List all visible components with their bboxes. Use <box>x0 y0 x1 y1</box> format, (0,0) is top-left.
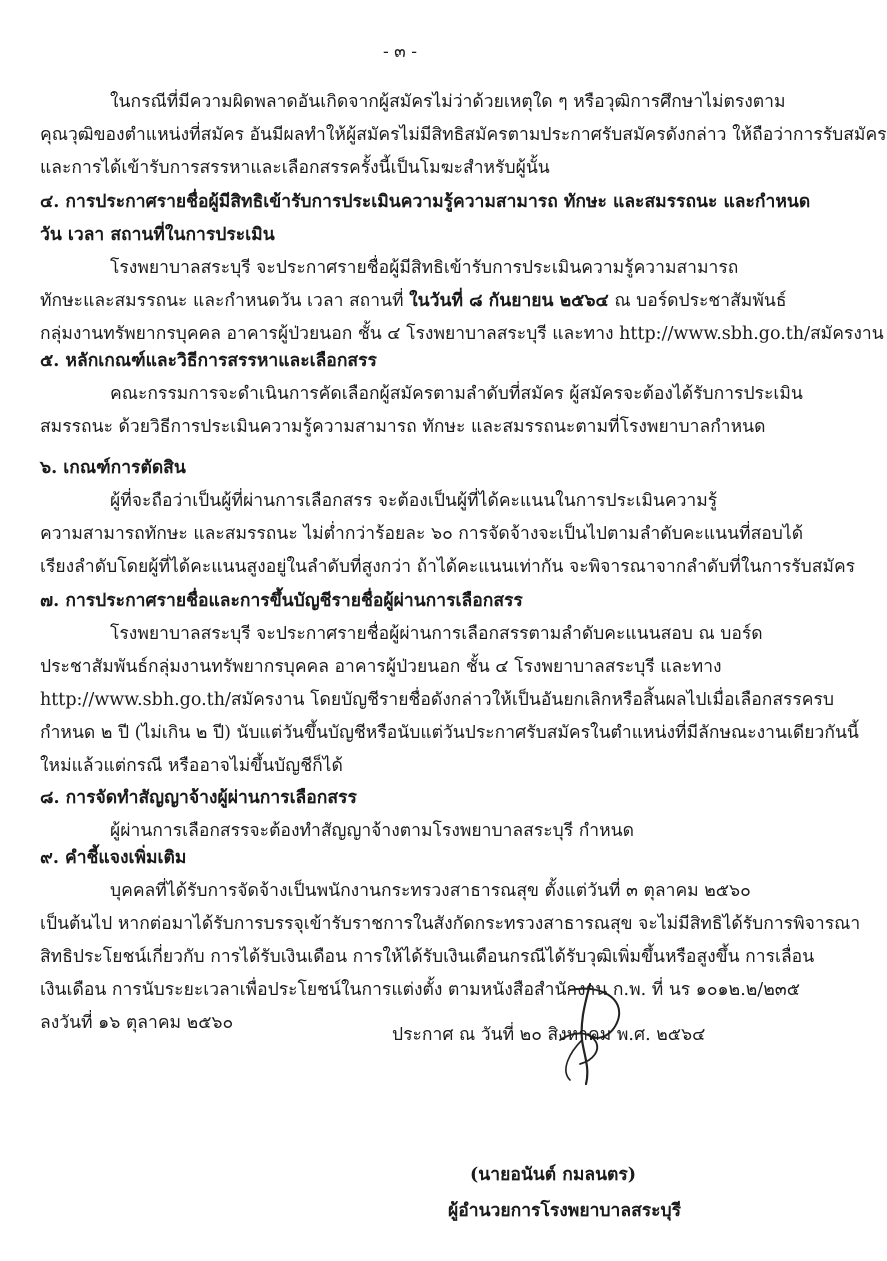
section-6-line: เรียงลำดับโดยผู้ที่ได้คะแนนสูงอยู่ในลำดับที่สูงกว่า ถ้าได้คะแนนเท่ากัน จะพิจารณาจากลำดับที่ในการรับสมัคร <box>40 557 856 577</box>
signer-position: ผู้อำนวยการโรงพยาบาลสระบุรี <box>448 1201 682 1221</box>
section-4-text: ทักษะและสมรรถนะ และกำหนดวัน เวลา สถานที่ <box>40 291 410 311</box>
section-5-line: สมรรถนะ ด้วยวิธีการประเมินความรู้ความสามารถ ทักษะ และสมรรถนะตามที่โรงพยาบาลกำหนด <box>40 417 766 437</box>
section-4-line: กลุ่มงานทรัพยากรบุคคล อาคารผู้ป่วยนอก ชั้น ๔ โรงพยาบาลสระบุรี และทาง http://www.sbh.go.th/สมัครงาน <box>40 324 884 344</box>
section-9-heading: ๙. คำชี้แจงเพิ่มเติม <box>40 848 187 868</box>
page-number: - ๓ - <box>383 42 417 62</box>
intro-line: ในกรณีที่มีความผิดพลาดอันเกิดจากผู้สมัครไม่ว่าด้วยเหตุใด ๆ หรือวุฒิการศึกษาไม่ตรงตาม <box>110 92 786 112</box>
section-4-heading: วัน เวลา สถานที่ในการประเมิน <box>40 225 275 245</box>
section-9-line: บุคคลที่ได้รับการจัดจ้างเป็นพนักงานกระทรวงสาธารณสุข ตั้งแต่วันที่ ๓ ตุลาคม ๒๕๖๐ <box>110 881 751 901</box>
section-4-heading: ๔. การประกาศรายชื่อผู้มีสิทธิเข้ารับการประเมินความรู้ความสามารถ ทักษะ และสมรรถนะ และกำหนด <box>40 192 811 212</box>
section-7-line: ประชาสัมพันธ์กลุ่มงานทรัพยากรบุคคล อาคารผู้ป่วยนอก ชั้น ๔ โรงพยาบาลสระบุรี และทาง <box>40 657 722 677</box>
section-4-line <box>40 285 785 318</box>
section-9-line: สิทธิประโยชน์เกี่ยวกับ การได้รับเงินเดือน การให้ได้รับเงินเดือนกรณีได้รับวุฒิเพิ่มขึ้นหรือสูงขึ้น การเลื่อน <box>40 947 815 967</box>
section-4-line: โรงพยาบาลสระบุรี จะประกาศรายชื่อผู้มีสิทธิเข้ารับการประเมินความรู้ความสามารถ <box>110 258 739 278</box>
section-8-line: ผู้ผ่านการเลือกสรรจะต้องทำสัญญาจ้างตามโรงพยาบาลสระบุรี กำหนด <box>110 821 634 841</box>
section-9-line: เงินเดือน การนับระยะเวลาเพื่อประโยชน์ในการแต่งตั้ง ตามหนังสือสำนักงาน ก.พ. ที่ นร ๑๐๑๒.๒/๒๓๕ <box>40 980 800 1000</box>
section-7-line: ใหม่แล้วแต่กรณี หรืออาจไม่ขึ้นบัญชีก็ได้ <box>40 756 343 776</box>
section-9-line: ลงวันที่ ๑๖ ตุลาคม ๒๕๖๐ <box>40 1013 234 1033</box>
intro-paragraph <box>40 86 887 185</box>
section-9-line: เป็นต้นไป หากต่อมาได้รับการบรรจุเข้ารับราชการในสังกัดกระทรวงสาธารณสุข จะไม่มีสิทธิได้รับการพิจารณา <box>40 914 861 934</box>
section-4-date: ในวันที่ ๘ กันยายน ๒๕๖๔ <box>409 291 609 311</box>
signer-name: (นายอนันต์ กมลนตร) <box>470 1165 637 1185</box>
section-5-heading: ๕. หลักเกณฑ์และวิธีการสรรหาและเลือกสรร <box>40 351 377 371</box>
intro-line: และการได้เข้ารับการสรรหาและเลือกสรรครั้งนี้เป็นโมฆะสำหรับผู้นั้น <box>40 158 550 178</box>
section-7-heading: ๗. การประกาศรายชื่อและการขึ้นบัญชีรายชื่อผู้ผ่านการเลือกสรร <box>40 591 523 611</box>
section-4 <box>40 186 884 351</box>
intro-line: คุณวุฒิของตำแหน่งที่สมัคร อันมีผลทำให้ผู้สมัครไม่มีสิทธิสมัครตามประกาศรับสมัครดังกล่าว ให้ถือว่าการรับสมัคร <box>40 125 887 145</box>
section-7-line: http://www.sbh.go.th/สมัครงาน โดยบัญชีรายชื่อดังกล่าวให้เป็นอันยกเลิกหรือสิ้นผลไปเมื่อเลือกสรรครบ <box>40 690 835 710</box>
section-6 <box>40 452 856 584</box>
section-6-heading: ๖. เกณฑ์การตัดสิน <box>40 458 186 478</box>
section-6-line: ความสามารถทักษะ และสมรรถนะ ไม่ต่ำกว่าร้อยละ ๖๐ การจัดจ้างจะเป็นไปตามลำดับคะแนนที่สอบได้ <box>40 524 804 544</box>
section-6-line: ผู้ที่จะถือว่าเป็นผู้ที่ผ่านการเลือกสรร จะต้องเป็นผู้ที่ได้คะแนนในการประเมินความรู้ <box>110 491 718 511</box>
section-4-text: ณ บอร์ดประชาสัมพันธ์ <box>608 291 787 311</box>
section-5-line: คณะกรรมการจะดำเนินการคัดเลือกผู้สมัครตามลำดับที่สมัคร ผู้สมัครจะต้องได้รับการประเมิน <box>110 384 803 404</box>
section-5 <box>40 345 803 444</box>
section-7 <box>40 585 859 783</box>
section-9 <box>40 842 861 1040</box>
section-7-line: กำหนด ๒ ปี (ไม่เกิน ๒ ปี) นับแต่วันขึ้นบัญชีหรือนับแต่วันประกาศรับสมัครในตำแหน่งที่มีลักษณะงานเดียวกันนี้ <box>40 723 859 743</box>
section-8-heading: ๘. การจัดทำสัญญาจ้างผู้ผ่านการเลือกสรร <box>40 788 357 808</box>
section-8 <box>40 782 785 848</box>
announcement-date: ประกาศ ณ วันที่ ๒๐ สิงหาคม พ.ศ. ๒๕๖๔ <box>392 1025 706 1045</box>
section-7-line: โรงพยาบาลสระบุรี จะประกาศรายชื่อผู้ผ่านการเลือกสรรตามลำดับคะแนนสอบ ณ บอร์ด <box>110 624 763 644</box>
